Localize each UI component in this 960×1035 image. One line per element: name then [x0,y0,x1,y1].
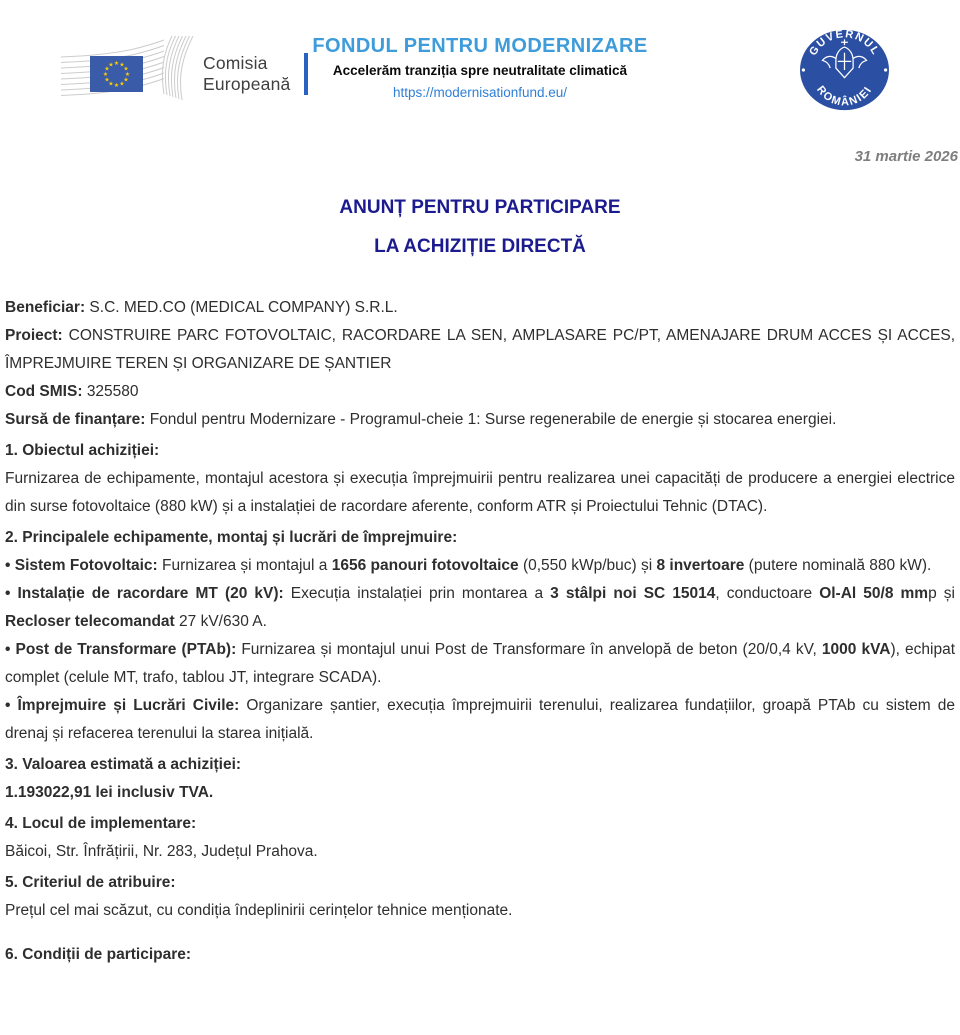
gov-seal-bottom-text: ROMÂNIEI [814,83,875,109]
ec-logo-text-line2: Europeană [203,73,291,94]
title-line-1: ANUNȚ PENTRU PARTICIPARE [339,197,621,218]
svg-text:★: ★ [104,77,110,84]
bullet-transformer-station: • Post de Transformare (PTAb): Furnizarea și montajul unui Post de Transformare în anvelopă de beton (20/0,4 kV, 1000 kVA), echipat complet (celule MT, trafo, tablou JT, integrare SCADA). [5,641,956,686]
svg-text:★: ★ [108,62,114,69]
section-5-heading: 5. Criteriul de atribuire: [5,874,176,891]
gov-seal-top-text: GUVERNUL [807,28,882,58]
title-line-2: LA ACHIZIȚIE DIRECTĂ [374,236,586,257]
fund-url-link[interactable]: https://modernisationfund.eu/ [392,85,568,100]
svg-text:★: ★ [119,62,125,69]
smis-code-line: Cod SMIS: 325580 [5,383,139,400]
section-3-heading: 3. Valoarea estimată a achiziției: [5,756,242,773]
fund-title: FONDUL PENTRU MODERNIZARE [312,35,648,57]
implementation-location: Băicoi, Str. Înfrățirii, Nr. 283, Județul Prahova. [5,843,318,860]
eu-flag-icon [60,36,195,111]
svg-text:★: ★ [119,81,125,88]
document-title [0,188,960,266]
bullet-fencing-civil-works: • Împrejmuire și Lucrări Civile: Organizare șantier, execuția împrejmuirii terenului, realizarea fundațiilor, groapă PTAb cu sistem de drenaj și refacerea terenului la starea inițială. [5,697,955,742]
document-body [5,294,955,969]
svg-text:★: ★ [123,66,129,73]
svg-text:★: ★ [113,83,120,89]
svg-text:★: ★ [113,61,120,67]
estimated-value: 1.193022,91 lei inclusiv TVA. [5,784,214,801]
funding-source-line: Sursă de finanțare: Fondul pentru Modernizare - Programul-cheie 1: Surse regenerabile de energie și stocarea energiei. [5,411,837,428]
document-date: 31 martie 2026 [854,148,958,165]
svg-text:★: ★ [108,81,114,88]
romanian-government-seal-icon [796,26,893,114]
section-1-heading: 1. Obiectul achiziției: [5,442,160,459]
section-2-heading: 2. Principalele echipamente, montaj și lucrări de împrejmuire: [5,529,458,546]
fund-subtitle: Accelerăm tranziția spre neutralitate climatică [332,63,628,78]
section-4-heading: 4. Locul de implementare: [5,815,197,832]
bullet-mt-connection: • Instalație de racordare MT (20 kV): Execuția instalației prin montarea a 3 stâlpi noi SC 15014, conductoare Ol-Al 50/8 mmp și Recloser telecomandat 27 kV/630 A. [5,585,955,630]
section-1-paragraph: Furnizarea de echipamente, montajul acestora și execuția împrejmuirii pentru realizarea unei capacități de producere a energiei electrice din surse fotovoltaice (880 kW) și a instalației de racordare aferente, conform ATR și Proiectului Tehnic (DTAC). [5,470,955,515]
bullet-photovoltaic-system: • Sistem Fotovoltaic: Furnizarea și montajul a 1656 panouri fotovoltaice (0,550 kWp/buc) și 8 invertoare (putere nominală 880 kW). [5,557,932,574]
fund-header-block [240,33,720,104]
svg-text:★: ★ [123,77,129,84]
svg-text:★: ★ [102,72,109,78]
svg-text:★: ★ [124,72,131,78]
section-6-heading: 6. Condiții de participare: [5,946,192,963]
svg-text:★: ★ [104,66,110,73]
ec-logo-text-line1: Comisia [203,52,268,73]
project-line: Proiect: CONSTRUIRE PARC FOTOVOLTAIC, RACORDARE LA SEN, AMPLASARE PC/PT, AMENAJARE DRUM ACCES ȘI ACCES, ÎMPREJMUIRE TEREN ȘI ORGANIZARE DE ȘANTIER [5,327,956,372]
document-header [0,0,960,130]
beneficiary-line: Beneficiar: S.C. MED.CO (MEDICAL COMPANY) S.R.L. [5,299,398,316]
award-criterion: Prețul cel mai scăzut, cu condiția îndeplinirii cerințelor tehnice menționate. [5,902,513,919]
